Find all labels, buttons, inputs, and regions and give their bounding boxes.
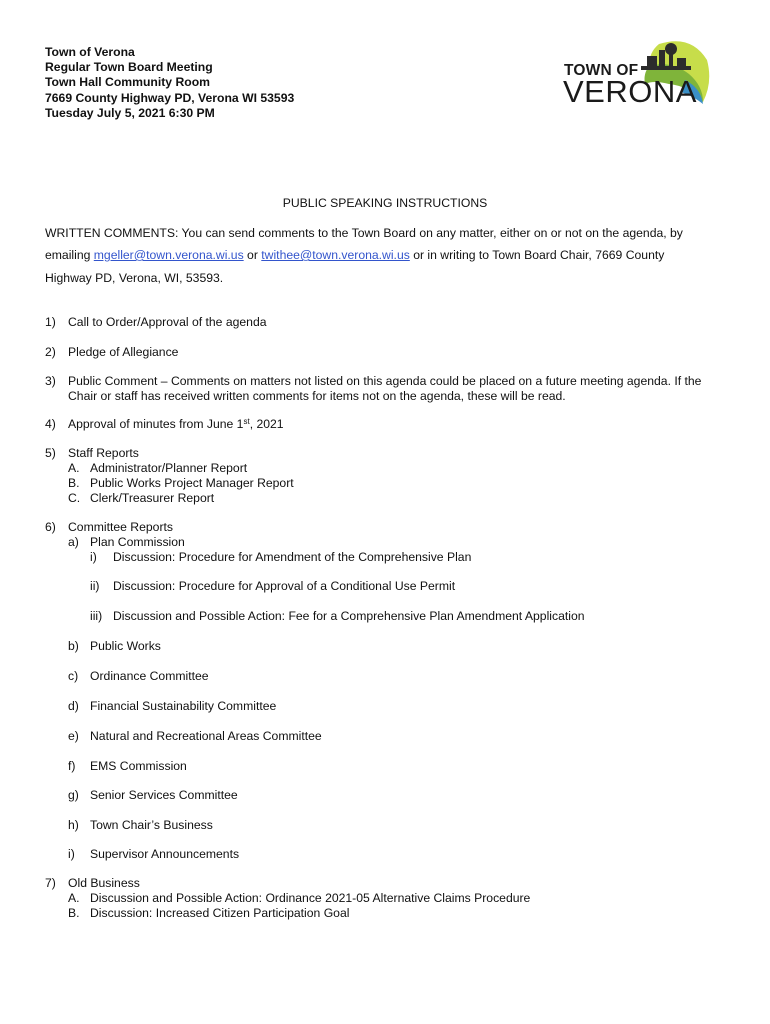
sub-number: d) [68,699,79,713]
header-line: Tuesday July 5, 2021 6:30 PM [45,105,215,120]
written-comments-line [45,248,725,262]
sub-number: b) [68,639,79,653]
subsub-number: i) [90,550,97,564]
written-comments-line: WRITTEN COMMENTS: You can send comments to the Town Board on any matter, either on or not on the agenda, by [45,226,683,240]
agenda-item: Pledge of Allegiance [68,345,179,359]
header-line: Town of Verona [45,45,135,59]
text: , 2021 [249,417,284,431]
ordinal-suffix: st [243,417,250,426]
sub-item: Discussion: Increased Citizen Participation Goal [90,906,350,920]
subsub-item: Discussion: Procedure for Approval of a Conditional Use Permit [113,579,456,593]
sub-item: Natural and Recreational Areas Committee [90,729,322,743]
subsub-number: ii) [90,579,100,593]
text: emailing [45,248,94,262]
sub-number: h) [68,818,79,832]
item-number: 4) [45,417,56,431]
sub-number: a) [68,535,79,549]
agenda-item: Old Business [68,876,140,890]
subsub-number: iii) [90,609,103,623]
subsub-item: Discussion and Possible Action: Fee for a Comprehensive Plan Amendment Application [113,609,585,623]
agenda-item: Staff Reports [68,446,139,460]
sub-item: Discussion and Possible Action: Ordinance 2021-05 Alternative Claims Procedure [90,891,531,905]
header-line: Town Hall Community Room [45,75,210,90]
sub-number: A. [68,891,80,905]
meeting-header [45,45,294,121]
section-title: PUBLIC SPEAKING INSTRUCTIONS [282,196,488,210]
subsub-item: Discussion: Procedure for Amendment of the Comprehensive Plan [113,550,472,564]
sub-item: Town Chair’s Business [90,818,213,832]
text: or [243,248,262,262]
sub-item: EMS Commission [90,759,187,773]
sub-number: A. [68,461,80,475]
written-comments-line: Highway PD, Verona, WI, 53593. [45,271,224,285]
logo-text-bottom: VERONA [563,74,697,109]
text: Approval of minutes from June 1 [68,417,244,431]
sub-item: Ordinance Committee [90,669,209,683]
sub-item: Public Works Project Manager Report [90,476,294,490]
agenda-item-cont: Chair or staff has received written comments for items not on the agenda, these will be read. [68,389,566,403]
sub-item: Plan Commission [90,535,185,549]
sub-number: B. [68,476,80,490]
sub-item: Administrator/Planner Report [90,461,248,475]
sub-item: Financial Sustainability Committee [90,699,277,713]
item-number: 5) [45,446,56,460]
agenda-item: Committee Reports [68,520,173,534]
sub-number: e) [68,729,79,743]
agenda-item [68,417,284,432]
sub-number: c) [68,669,79,683]
agenda-item: Public Comment – Comments on matters not listed on this agenda could be placed on a future meeting agenda. If the [68,374,702,388]
town-logo [563,40,713,112]
item-number: 1) [45,315,56,329]
item-number: 6) [45,520,56,534]
sub-item: Clerk/Treasurer Report [90,491,215,505]
text: or in writing to Town Board Chair, 7669 County [409,248,665,262]
sub-number: B. [68,906,80,920]
header-line: Regular Town Board Meeting [45,60,213,75]
sub-number: i) [68,847,75,861]
item-number: 2) [45,345,56,359]
header-line: 7669 County Highway PD, Verona WI 53593 [45,90,295,105]
sub-item: Supervisor Announcements [90,847,240,861]
email-link-twithee[interactable]: twithee@town.verona.wi.us [261,248,410,262]
email-link-mgeller[interactable]: mgeller@town.verona.wi.us [93,248,244,262]
sub-number: g) [68,788,79,802]
agenda-item: Call to Order/Approval of the agenda [68,315,267,329]
sub-number: f) [68,759,76,773]
logo-text-top: TOWN OF [564,62,639,79]
item-number: 3) [45,374,56,388]
sub-number: C. [68,491,81,505]
sub-item: Public Works [90,639,161,653]
item-number: 7) [45,876,56,890]
sub-item: Senior Services Committee [90,788,238,802]
